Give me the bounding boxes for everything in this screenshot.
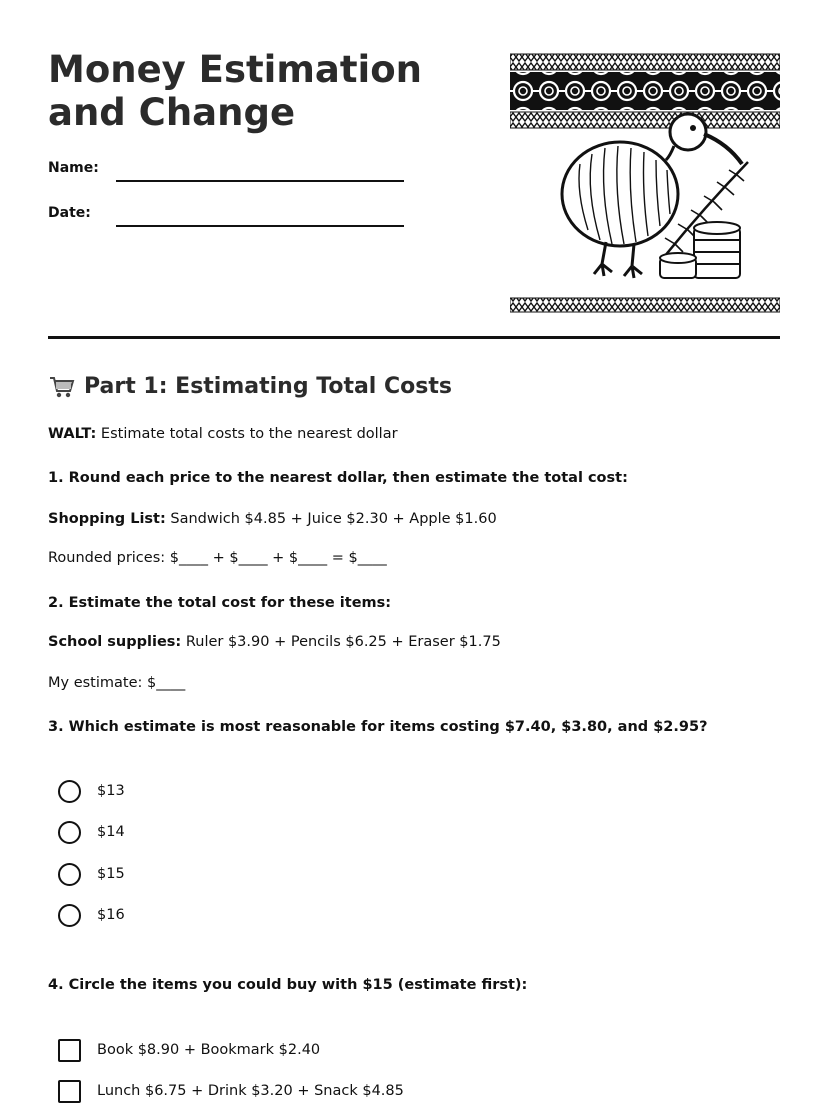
- q4-option-label: Book $8.90 + Bookmark $2.40: [97, 1042, 321, 1058]
- q1-rounded-prices: Rounded prices: $____ + $____ + $____ = $____: [48, 550, 387, 566]
- q3-option-label: $14: [97, 824, 125, 840]
- q3-option-label: $16: [97, 907, 125, 923]
- q2-list-label: School supplies:: [48, 634, 182, 650]
- q3-option-label: $13: [97, 783, 125, 799]
- q3-option-label: $15: [97, 866, 125, 882]
- worksheet-title: Money Estimation and Change: [48, 48, 422, 134]
- q3-option[interactable]: [58, 902, 125, 928]
- q1-list-text: Sandwich $4.85 + Juice $2.30 + Apple $1.60: [170, 511, 497, 527]
- date-line[interactable]: [116, 225, 404, 227]
- q1-shopping-list: [48, 509, 497, 529]
- q2-school-supplies: [48, 632, 501, 652]
- q2-prompt: 2. Estimate the total cost for these items:: [48, 595, 392, 611]
- date-field[interactable]: [48, 205, 408, 229]
- checkbox[interactable]: [58, 1039, 81, 1062]
- kiwi-illustration: [510, 52, 780, 314]
- checkbox[interactable]: [58, 1080, 81, 1103]
- walt-line: [48, 424, 398, 444]
- q4-option-label: Lunch $6.75 + Drink $3.20 + Snack $4.85: [97, 1083, 404, 1099]
- radio-button[interactable]: [58, 821, 81, 844]
- q2-list-text: Ruler $3.90 + Pencils $6.25 + Eraser $1.75: [185, 634, 501, 650]
- radio-button[interactable]: [58, 904, 81, 927]
- q3-option[interactable]: [58, 778, 125, 804]
- name-label: Name:: [48, 160, 99, 176]
- name-field[interactable]: [48, 160, 408, 184]
- shopping-cart-icon: [48, 372, 76, 400]
- q3-option[interactable]: [58, 861, 125, 887]
- q2-estimate: My estimate: $____: [48, 675, 186, 691]
- header-divider: [48, 336, 780, 339]
- q1-prompt: 1. Round each price to the nearest dollar, then estimate the total cost:: [48, 470, 628, 486]
- q3-prompt: 3. Which estimate is most reasonable for items costing $7.40, $3.80, and $2.95?: [48, 719, 708, 735]
- name-line[interactable]: [116, 180, 404, 182]
- radio-button[interactable]: [58, 780, 81, 803]
- date-label: Date:: [48, 205, 91, 221]
- walt-text: Estimate total costs to the nearest dollar: [100, 426, 398, 442]
- worksheet-page: [48, 0, 780, 1118]
- q4-option[interactable]: [58, 1037, 320, 1063]
- part1-title: Part 1: Estimating Total Costs: [84, 373, 452, 399]
- q4-prompt: 4. Circle the items you could buy with $15 (estimate first):: [48, 977, 528, 993]
- q1-list-label: Shopping List:: [48, 511, 166, 527]
- part1-heading: [48, 372, 452, 400]
- walt-label: WALT:: [48, 426, 97, 442]
- q3-option[interactable]: [58, 819, 125, 845]
- radio-button[interactable]: [58, 863, 81, 886]
- q4-option[interactable]: [58, 1078, 404, 1104]
